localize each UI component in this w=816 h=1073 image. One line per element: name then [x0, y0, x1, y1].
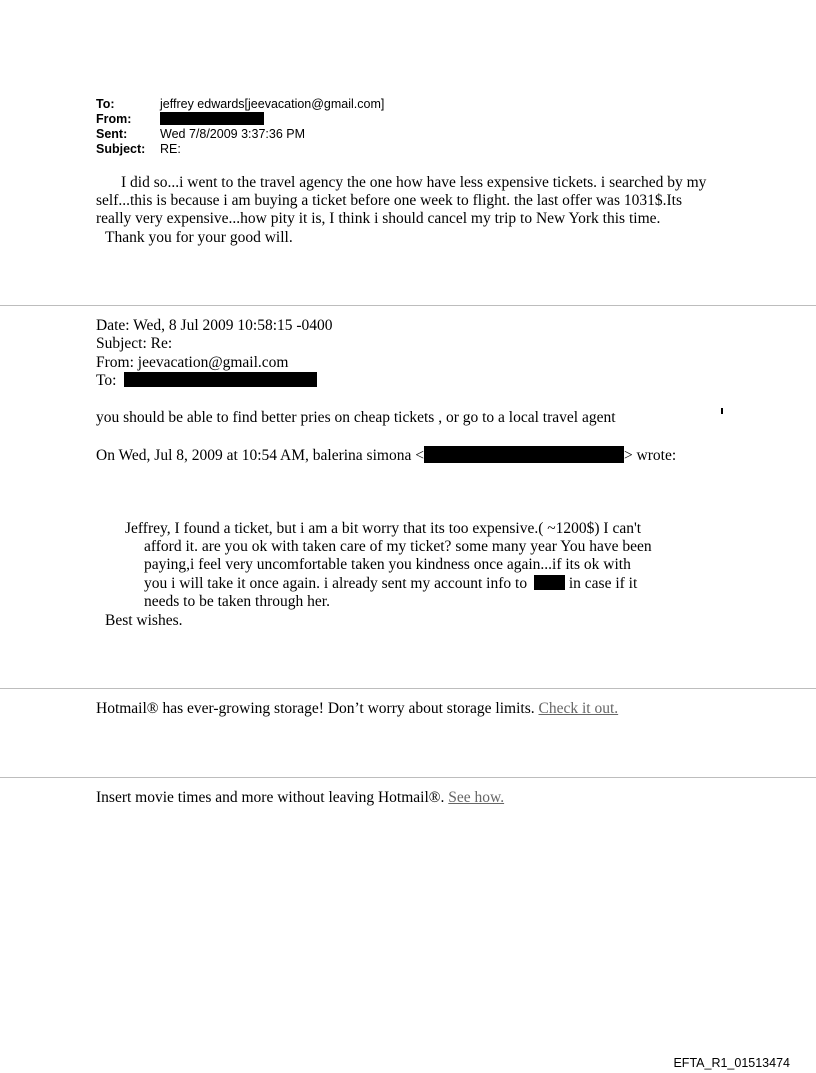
reply-line: you should be able to find better pries on cheap tickets , or go to a local travel agent [96, 409, 616, 426]
header-subject-row [96, 142, 181, 156]
redaction-box [124, 372, 317, 387]
see-how-link[interactable]: See how. [448, 789, 505, 806]
quoted-to-row [96, 372, 317, 391]
quoted-from: From: jeevacation@gmail.com [96, 354, 289, 371]
header-to-row [96, 97, 384, 111]
divider [0, 688, 816, 689]
subject-label: Subject: [96, 142, 146, 156]
body-line: really very expensive...how pity it is, I think i should cancel my trip to New York this time. [96, 210, 661, 227]
header-from-row [96, 112, 264, 126]
divider [0, 305, 816, 306]
hotmail-ad-storage [96, 700, 618, 719]
header-sent-row [96, 127, 305, 141]
quoted-line: needs to be taken through her. [144, 593, 330, 610]
redaction-box [160, 112, 264, 125]
attribution-suffix: > wrote: [623, 447, 677, 464]
bates-number: EFTA_R1_01513474 [673, 1056, 790, 1070]
quoted-date: Date: Wed, 8 Jul 2009 10:58:15 -0400 [96, 317, 333, 334]
ad-text: Hotmail® has ever-growing storage! Don’t worry about storage limits. [96, 700, 539, 717]
redaction-box [424, 446, 624, 463]
quoted-to-label: To: [96, 372, 117, 389]
sent-label: Sent: [96, 127, 128, 141]
quoted-line: afford it. are you ok with taken care of my ticket? some many year You have been [144, 538, 652, 555]
hotmail-ad-movies [96, 789, 504, 808]
stray-mark [721, 408, 723, 414]
quoted-line-part: in case if it [568, 575, 638, 592]
redaction-box [534, 575, 565, 590]
body-line: I did so...i went to the travel agency the one how have less expensive tickets. i searched by my [121, 174, 707, 191]
attribution-line [96, 446, 676, 466]
check-it-out-link[interactable]: Check it out. [538, 700, 619, 717]
quoted-line: paying,i feel very uncomfortable taken you kindness once again...if its ok with [144, 556, 631, 573]
attribution-prefix: On Wed, Jul 8, 2009 at 10:54 AM, balerina simona < [96, 447, 424, 464]
quoted-subject: Subject: Re: [96, 335, 173, 352]
ad-text: Insert movie times and more without leaving Hotmail®. [96, 789, 449, 806]
quoted-line [144, 575, 637, 594]
quoted-line-part: you i will take it once again. i already sent my account info to [144, 575, 528, 592]
to-label: To: [96, 97, 115, 111]
body-line: Thank you for your good will. [105, 229, 293, 246]
quoted-line: Jeffrey, I found a ticket, but i am a bit worry that its too expensive.( ~1200$) I can't [125, 520, 642, 537]
sent-value: Wed 7/8/2009 3:37:36 PM [160, 127, 306, 141]
from-label: From: [96, 112, 132, 126]
divider [0, 777, 816, 778]
quoted-closing: Best wishes. [105, 612, 183, 629]
body-line: self...this is because i am buying a ticket before one week to flight. the last offer was 1031$.Its [96, 192, 682, 209]
subject-value: RE: [160, 142, 181, 156]
to-value: jeffrey edwards[jeevacation@gmail.com] [160, 97, 385, 111]
